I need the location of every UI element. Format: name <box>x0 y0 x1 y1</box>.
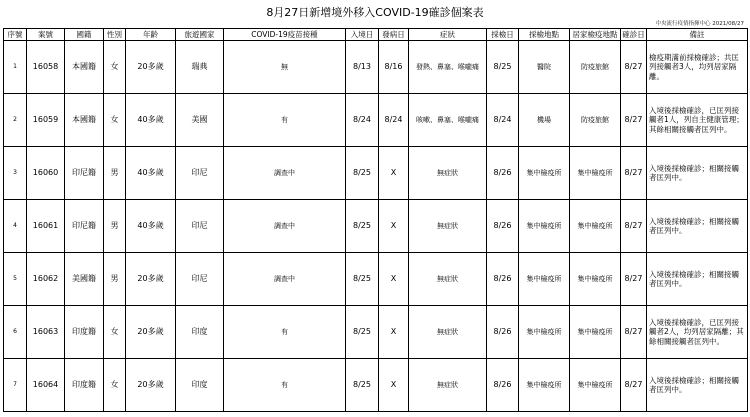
header-nationality: 國籍 <box>65 29 104 41</box>
cell-sex: 女 <box>104 41 126 94</box>
cell-symptoms: 無症狀 <box>409 306 487 359</box>
cell-onset-date: X <box>379 200 409 253</box>
cell-quarantine-location: 防疫旅館 <box>570 41 621 94</box>
cell-test-location: 集中檢疫所 <box>519 253 570 306</box>
table-row <box>4 200 748 253</box>
cell-vaccination: 調查中 <box>224 253 346 306</box>
cell-test-date: 8/26 <box>487 306 519 359</box>
cell-travel-country: 印度 <box>176 359 224 412</box>
header-quarantine-location: 居家檢疫地點 <box>570 29 621 41</box>
cell-sex: 男 <box>104 147 126 200</box>
cell-travel-country: 印尼 <box>176 147 224 200</box>
cell-confirm-date: 8/27 <box>621 359 647 412</box>
cell-remarks: 入境後採檢確診；相關接觸者匡列中。 <box>647 359 748 412</box>
cell-vaccination: 有 <box>224 94 346 147</box>
cell-age: 40多歲 <box>126 147 176 200</box>
table-row <box>4 306 748 359</box>
cell-sex: 女 <box>104 94 126 147</box>
header-row <box>4 29 748 41</box>
table-row <box>4 94 748 147</box>
cell-travel-country: 印尼 <box>176 200 224 253</box>
cell-onset-date: X <box>379 147 409 200</box>
cell-sex: 女 <box>104 306 126 359</box>
cell-vaccination: 無 <box>224 41 346 94</box>
table-title: 8月27日新增境外移入COVID-19確診個案表 <box>266 6 484 19</box>
table-row <box>4 41 748 94</box>
cell-nationality: 本國籍 <box>65 41 104 94</box>
cell-case-no: 16061 <box>27 200 65 253</box>
cell-quarantine-location: 防疫旅館 <box>570 94 621 147</box>
cell-nationality: 美國籍 <box>65 253 104 306</box>
cell-test-location: 機場 <box>519 94 570 147</box>
cell-seq: 4 <box>4 200 27 253</box>
cell-remarks: 入境後採檢確診；相關接觸者匡列中。 <box>647 147 748 200</box>
header-symptoms: 症狀 <box>409 29 487 41</box>
cell-quarantine-location: 集中檢疫所 <box>570 359 621 412</box>
cell-age: 40多歲 <box>126 94 176 147</box>
cell-entry-date: 8/25 <box>346 359 379 412</box>
header-sex: 性別 <box>104 29 126 41</box>
cell-sex: 男 <box>104 253 126 306</box>
cell-onset-date: X <box>379 306 409 359</box>
cell-onset-date: X <box>379 359 409 412</box>
cell-entry-date: 8/25 <box>346 253 379 306</box>
case-table <box>3 28 748 412</box>
cell-travel-country: 印度 <box>176 306 224 359</box>
header-vaccination: COVID-19疫苗接種 <box>224 29 346 41</box>
header-remarks: 備註 <box>647 29 748 41</box>
cell-confirm-date: 8/27 <box>621 41 647 94</box>
cell-entry-date: 8/25 <box>346 200 379 253</box>
header-travel-country: 旅遊國家 <box>176 29 224 41</box>
cell-symptoms: 發熱、鼻塞、喉嚨痛 <box>409 41 487 94</box>
cell-nationality: 印尼籍 <box>65 147 104 200</box>
cell-case-no: 16064 <box>27 359 65 412</box>
cell-age: 40多歲 <box>126 200 176 253</box>
cell-confirm-date: 8/27 <box>621 306 647 359</box>
cell-test-date: 8/25 <box>487 41 519 94</box>
cell-test-location: 集中檢疫所 <box>519 359 570 412</box>
cell-test-date: 8/24 <box>487 94 519 147</box>
cell-test-location: 集中檢疫所 <box>519 200 570 253</box>
cell-case-no: 16058 <box>27 41 65 94</box>
cell-nationality: 本國籍 <box>65 94 104 147</box>
table-row <box>4 253 748 306</box>
table-row <box>4 359 748 412</box>
cell-confirm-date: 8/27 <box>621 253 647 306</box>
cell-case-no: 16062 <box>27 253 65 306</box>
cell-entry-date: 8/24 <box>346 94 379 147</box>
cell-travel-country: 印尼 <box>176 253 224 306</box>
cell-onset-date: X <box>379 253 409 306</box>
cell-seq: 6 <box>4 306 27 359</box>
cell-test-date: 8/26 <box>487 253 519 306</box>
cell-seq: 5 <box>4 253 27 306</box>
cell-remarks: 入境後採檢確診，已匡列接觸者1人，列自主健康管理；其餘相關接觸者匡列中。 <box>647 94 748 147</box>
cell-seq: 3 <box>4 147 27 200</box>
cell-nationality: 印尼籍 <box>65 200 104 253</box>
cell-onset-date: 8/16 <box>379 41 409 94</box>
cell-remarks: 入境後採檢確診，已匡列接觸者2人，均列居家隔離；其餘相關接觸者匡列中。 <box>647 306 748 359</box>
cell-sex: 男 <box>104 200 126 253</box>
cell-age: 20多歲 <box>126 306 176 359</box>
cell-sex: 女 <box>104 359 126 412</box>
cell-nationality: 印度籍 <box>65 359 104 412</box>
cell-onset-date: 8/24 <box>379 94 409 147</box>
cell-vaccination: 調查中 <box>224 200 346 253</box>
cell-quarantine-location: 集中檢疫所 <box>570 253 621 306</box>
cell-test-location: 醫院 <box>519 41 570 94</box>
cell-symptoms: 無症狀 <box>409 200 487 253</box>
cell-vaccination: 有 <box>224 306 346 359</box>
cell-seq: 7 <box>4 359 27 412</box>
header-confirm-date: 確診日 <box>622 30 645 39</box>
cell-confirm-date: 8/27 <box>621 200 647 253</box>
cell-quarantine-location: 集中檢疫所 <box>570 306 621 359</box>
cell-vaccination: 有 <box>224 359 346 412</box>
header-age: 年齡 <box>126 29 176 41</box>
cell-age: 20多歲 <box>126 41 176 94</box>
cell-symptoms: 無症狀 <box>409 147 487 200</box>
cell-test-location: 集中檢疫所 <box>519 147 570 200</box>
header-onset-date: 發病日 <box>379 29 409 41</box>
cell-remarks: 入境後採檢確診；相關接觸者匡列中。 <box>647 253 748 306</box>
header-entry-date: 入境日 <box>346 29 379 41</box>
cell-test-location: 集中檢疫所 <box>519 306 570 359</box>
cell-travel-country: 美國 <box>176 94 224 147</box>
cell-age: 20多歲 <box>126 359 176 412</box>
cell-symptoms: 無症狀 <box>409 253 487 306</box>
table-row <box>4 147 748 200</box>
cell-seq: 2 <box>4 94 27 147</box>
header-seq: 序號 <box>4 29 27 41</box>
cell-age: 20多歲 <box>126 253 176 306</box>
cell-symptoms: 咳嗽、鼻塞、喉嚨痛 <box>409 94 487 147</box>
cell-case-no: 16059 <box>27 94 65 147</box>
cell-test-date: 8/26 <box>487 147 519 200</box>
cell-nationality: 印度籍 <box>65 306 104 359</box>
cell-quarantine-location: 集中檢疫所 <box>570 200 621 253</box>
cell-entry-date: 8/13 <box>346 41 379 94</box>
cell-vaccination: 調查中 <box>224 147 346 200</box>
cell-entry-date: 8/25 <box>346 306 379 359</box>
header-test-date: 採檢日 <box>487 29 519 41</box>
header-test-location: 採檢地點 <box>519 29 570 41</box>
cell-quarantine-location: 集中檢疫所 <box>570 147 621 200</box>
cell-entry-date: 8/25 <box>346 147 379 200</box>
cell-confirm-date: 8/27 <box>621 147 647 200</box>
cell-test-date: 8/26 <box>487 200 519 253</box>
header-case-no: 案號 <box>27 29 65 41</box>
cell-case-no: 16060 <box>27 147 65 200</box>
source-note: 中央流行疫情指揮中心 2021/08/27 <box>655 21 744 27</box>
cell-travel-country: 瑞典 <box>176 41 224 94</box>
table-body <box>4 41 748 412</box>
cell-seq: 1 <box>4 41 27 94</box>
cell-test-date: 8/26 <box>487 359 519 412</box>
cell-remarks: 檢疫期滿前採檢確診；共匡列接觸者3人，均列居家隔離。 <box>647 41 748 94</box>
cell-case-no: 16063 <box>27 306 65 359</box>
cell-confirm-date: 8/27 <box>621 94 647 147</box>
cell-symptoms: 無症狀 <box>409 359 487 412</box>
cell-remarks: 入境後採檢確診；相關接觸者匡列中。 <box>647 200 748 253</box>
